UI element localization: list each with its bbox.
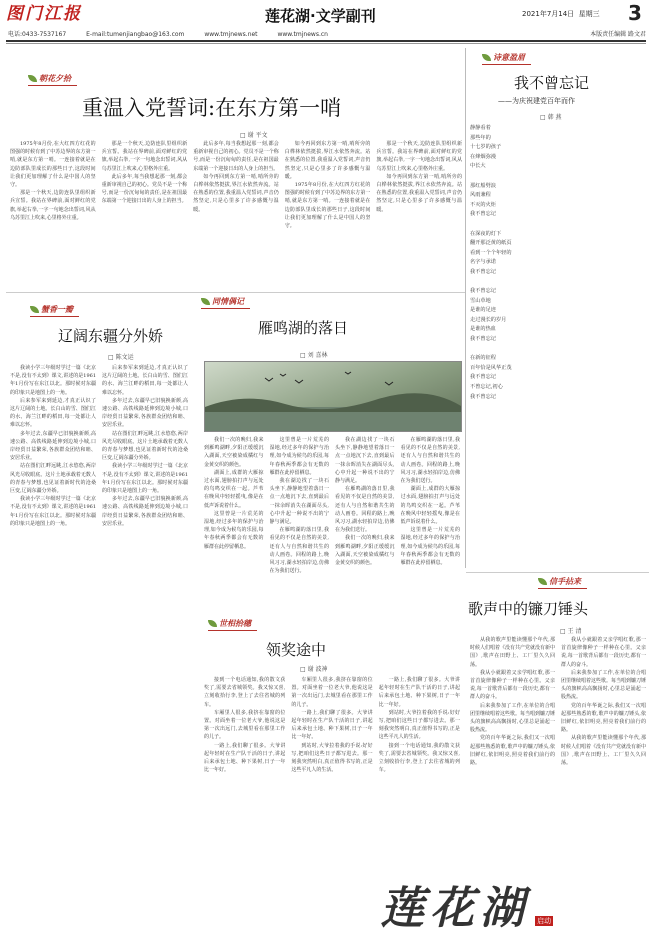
article-title-award[interactable]: 领奖途中 (266, 641, 327, 659)
poem-line: 静静看着 (470, 125, 491, 131)
poem-line: 是谁的热血 (470, 326, 496, 333)
text-column: 我在湖边找了一块石头坐下,静静地望着落日一点一点地沉下去,直到最后一抹余晖消失在湖面尽头,心中升起一种说不出的宁静与满足。 在雁鸣湖的落日里,我看见的不仅是自然的美景,还有人与自然和谐共生的动人画卷。回程的路上,晚风习习,湖水轻拍岸边,仿佛在为我们送行。 我们一次的晚归,我来到雁鸣湖畔,夕阳正缓缓沉入湖面,天空被染成橘红与金黄交织的颜色。 (335, 437, 395, 567)
text-column: 1975年8月份,在大红四方红花的图强的时候有到了中苏边界的东方第一哨,就是东方第一哨。一连接着就是在边防部队里成长的那些日子,这段时间让我们更加理解了什么是中国人的坚守。 那是一个秋天,边防连队里组织新兵宣誓。我站在界碑前,面对鲜红的党旗,举起右拳,一字一句地念出誓词,风从乌苏里江上吹来,心里格外庄重。 (10, 141, 96, 221)
text-column: 从我的歌声里能读懂那个年代,那时候人们唱着《没有共产党就没有新中国》,歌声在田野上、工厂里久久回荡。 我从小就跟着父亲学唱红歌,那一首首旋律像种子一样种在心里。父亲说,每一首歌背后都有一段历史,都有一群人的奋斗。 后来我参加了工作,在单位的合唱团里继续唱着这些歌。每当唱到镰刀锤头的旗帜高高飘扬时,心里总是涌起一股热流。 党的百年华诞之际,我们又一次唱起那些熟悉的歌,歌声中的镰刀锤头,依旧鲜红,依旧明亮,照亮着我们前行的路。 (470, 637, 555, 767)
poem-line: 在新的征程 (470, 355, 496, 362)
seal-stamp: 启动 (537, 917, 552, 925)
photo-geese-lake (204, 361, 462, 432)
section-badge-chaohua: 朝花夕拾 (28, 73, 77, 86)
masthead-title: 莲花湖·文学副刊 (265, 7, 376, 25)
poem-line: 十七岁的孩子 (470, 144, 502, 151)
poem-line: 那红船劈浪 (470, 182, 496, 189)
poem-line: 翻开那泛黄的纸页 (470, 240, 512, 247)
poem-line: 不灭的火炬 (470, 201, 496, 208)
text-column: 后来参军来到延边,才真正认识了这片辽阔的土地。长白山的雪、图们江的水、海兰江畔的稻田,每一处都让人难以忘怀。 多年过去,东疆早已旧貌换新颜,高速公路、高铁线路延伸到边境小城,口岸经贸日益繁荣,各族群众团结和睦、安居乐业。 站在图们江畔远眺,江水悠悠,两岸风光尽收眼底。这片土地承载着无数人的青春与梦想,也见证着新时代的沧桑巨变,辽阔东疆分外娇。 我读小学三年级时学过一篇《北京不是,没有不太到》课文,讲述的是1961年1月份写在东江以北。那时候对东疆的印象只是地图上的一角。 多年过去,东疆早已旧貌换新颜,高速公路、高铁线路延伸到边境小城,口岸经贸日益繁荣,各族群众团结和睦、安居乐业。 (102, 365, 188, 527)
text-column: 那是一个秋天,边防连队里组织新兵宣誓。我站在界碑前,面对鲜红的党旗,举起右拳,一字一句地念出誓词,风从乌苏里江上吹来,心里格外庄重。 此后多年,每当我想起那一刻,都会重新审视自己的初心。党员不是一个称号,而是一份沉甸甸的责任,是在祖国最东端第一个迎接日出的人身上的担当。 (101, 141, 188, 205)
page-number: 3 (628, 1, 642, 25)
text-column: 我们一次的晚归,我来到雁鸣湖畔,夕阳正缓缓沉入湖面,天空被染成橘红与金黄交织的颜色。 湖面上,成群的大雁掠过水面,翅膀拍打声与远处的鸟鸣交织在一起。芦苇在晚风中轻轻摇曳,像是在低声诉说着什么。 这里曾是一片荒芜的湿地,经过多年的保护与治理,如今成为候鸟的乐园,每年春秋两季都会有无数的雁群在此停留栖息。 (204, 437, 264, 550)
article-body-song (470, 636, 646, 868)
poem-line: 在深夜的灯下 (470, 230, 502, 237)
text-column: 一路上,我们聊了很多。大爷讲起年轻时在生产队干活的日子,讲起后来承包土地、种下果树,日子一年比一年好。 到站时,大爷拉着我的手说:好好写,把咱们这些日子都写进去。那一刻我突然明白,真正值得书写的,正是这些平凡人的生活。 接到一个电话通知,我的散文获奖了,需要去省城领奖。我又惊又喜,立刻收拾行李,登上了去往省城的列车。 (378, 677, 460, 774)
poem-line: 那些年的 (470, 134, 491, 141)
leaf-icon (201, 298, 210, 305)
section-divider (466, 572, 649, 573)
text-column: 接到一个电话通知,我的散文获奖了,需要去省城领奖。我又惊又喜,立刻收拾行李,登上了去往省城的列车。 车厢里人很多,我挤在靠窗的位置。对面坐着一位老大爷,他说这是第一次出远门,去城里看在那里工作的儿子。 一路上,我们聊了很多。大爷讲起年轻时在生产队干活的日子,讲起后来承包土地、种下果树,日子一年比一年好。 (204, 677, 286, 774)
poem-line: 我不曾忘记 (470, 393, 496, 400)
text-column: 如今再回到东方第一哨,哨所旁的白桦林依然挺拔,界江水依然奔流。站在熟悉的位置,我重温入党誓词,声音仍然坚定,只是心里多了许多感慨与温暖。 1975年8月份,在大红四方红花的图强的时候有到了中苏边界的东方第一哨,就是东方第一哨。一连接着就是在边防部队里成长的那些日子,这段时间让我们更加理解了什么是中国人的坚守。 (284, 141, 371, 230)
text-column: 这里曾是一片荒芜的湿地,经过多年的保护与治理,如今成为候鸟的乐园,每年春秋两季都会有无数的雁群在此停留栖息。 我在湖边找了一块石头坐下,静静地望着落日一点一点地沉下去,直到最后一抹余晖消失在湖面尽头,心中升起一种说不出的宁静与满足。 在雁鸣湖的落日里,我看见的不仅是自然的美景,还有人与自然和谐共生的动人画卷。回程的路上,晚风习习,湖水轻拍岸边,仿佛在为我们送行。 (269, 437, 329, 575)
poem-line: 走过漫长的岁月 (470, 316, 507, 323)
header-rule-thin (6, 43, 646, 44)
leaf-icon (30, 306, 39, 313)
leaf-icon (482, 54, 491, 61)
issue-weekday: 星期三 (578, 10, 600, 18)
article-byline-award: □ 谢 波神 (300, 666, 328, 673)
poem-line (470, 172, 645, 182)
lake-scene-illustration (205, 362, 461, 431)
leaf-icon (28, 75, 37, 82)
poem-line: 雪山草地 (470, 297, 491, 304)
phone-text: 电话:0433-7537167 (8, 31, 67, 38)
section-badge-shijian: 世相拾穗 (208, 618, 257, 631)
email-text: E-mail:tumenjiangbao@163.com (86, 31, 185, 38)
article-byline-song: □ 王 清 (560, 628, 582, 635)
poem-line (470, 220, 645, 230)
poem-line: 不曾忘记,初心 (470, 384, 503, 391)
article-title-dongjiang[interactable]: 辽阔东疆分外娇 (58, 327, 164, 345)
text-column: 此后多年,每当我想起那一刻,都会重新审视自己的初心。党员不是一个称号,而是一份沉甸甸的责任,是在祖国最东端第一个迎接日出的人身上的担当。 如今再回到东方第一哨,哨所旁的白桦林依然挺拔,界江水依然奔流。站在熟悉的位置,我重温入党誓词,声音仍然坚定,只是心里多了许多感慨与温暖。 (193, 141, 279, 213)
text-column: 车厢里人很多,我挤在靠窗的位置。对面坐着一位老大爷,他说这是第一次出远门,去城里看在那里工作的儿子。 一路上,我们聊了很多。大爷讲起年轻时在生产队干活的日子,讲起后来承包土地、种下果树,日子一年比一年好。 到站时,大爷拉着我的手说:好好写,把咱们这些日子都写进去。那一刻我突然明白,真正值得书写的,正是这些平凡人的生活。 (291, 677, 373, 774)
article-body-dongjiang (10, 364, 188, 698)
column-divider (465, 48, 466, 568)
lianhuahu-calligraphy: 莲花湖 (380, 883, 530, 934)
article-title-song[interactable]: 歌声中的镰刀锤头 (468, 600, 589, 618)
poem-line: 我不曾忘记 (470, 336, 496, 343)
leaf-icon (538, 578, 547, 585)
article-byline-oath: □ 谢 平文 (240, 132, 268, 139)
poem-subtitle: ——为庆祝建党百年而作 (498, 97, 575, 105)
poem-line: 我不曾忘记 (470, 374, 496, 381)
poem-line: 是谁的足迹 (470, 307, 496, 314)
editor-credit: 本版责任编辑 路文君 (590, 31, 646, 38)
section-badge-shiyi: 诗意盈眉 (482, 52, 531, 65)
article-byline-dongjiang: □ 陈文运 (108, 354, 134, 361)
issue-date: 2021年7月14日 星期三 (522, 10, 600, 18)
article-byline-yanming: □ 刘 喜林 (300, 352, 328, 359)
poem-line: 我不曾忘记 (470, 268, 496, 275)
poem-line (470, 345, 645, 355)
section-badge-tongqing: 同情偶记 (201, 296, 250, 309)
section-badge-xinyin: 信手拈来 (538, 576, 587, 589)
header-rule (6, 40, 646, 42)
article-title-yanming[interactable]: 雁鸣湖的落日 (258, 319, 349, 337)
text-column: 那是一个秋天,边防连队里组织新兵宣誓。我站在界碑前,面对鲜红的党旗,举起右拳,一字一句地念出誓词,风从乌苏里江上吹来,心里格外庄重。 如今再回到东方第一哨,哨所旁的白桦林依然挺拔,界江水依然奔流。站在熟悉的位置,我重温入党誓词,声音仍然坚定,只是心里多了许多感慨与温暖。 (376, 141, 462, 213)
poem-line: 我不曾忘记 (470, 211, 496, 218)
poem-line: 风雨兼程 (470, 192, 491, 199)
website-text-2[interactable]: www.tmjnews.cn (277, 31, 328, 38)
section-badge-fengyi: 蟹香一瓣 (30, 304, 79, 317)
lianhuahu-banner (380, 872, 650, 934)
poem-line: 中长大 (470, 163, 486, 170)
poem-line: 名字与承诺 (470, 259, 496, 266)
article-title-oath[interactable]: 重温入党誓词:在东方第一哨 (82, 96, 342, 120)
contact-bar (8, 29, 646, 38)
text-column: 我从小就跟着父亲学唱红歌,那一首首旋律像种子一样种在心里。父亲说,每一首歌背后都有一段历史,都有一群人的奋斗。 后来我参加了工作,在单位的合唱团里继续唱着这些歌。每当唱到镰刀锤头的旗帜高高飘扬时,心里总是涌起一股热流。 党的百年华诞之际,我们又一次唱起那些熟悉的歌,歌声中的镰刀锤头,依旧鲜红,依旧明亮,照亮着我们前行的路。 从我的歌声里能读懂那个年代,那时候人们唱着《没有共产党就没有新中国》,歌声在田野上、工厂里久久回荡。 (561, 637, 646, 767)
article-body-yanming (204, 436, 460, 606)
website-text[interactable]: www.tmjnews.net (204, 31, 258, 38)
text-column: 我读小学三年级时学过一篇《北京不是,没有不太到》课文,讲述的是1961年1月份写在东江以北。那时候对东疆的印象只是地图上的一角。 后来参军来到延边,才真正认识了这片辽阔的土地。长白山的雪、图们江的水、海兰江畔的稻田,每一处都让人难以忘怀。 多年过去,东疆早已旧貌换新颜,高速公路、高铁线路延伸到边境小城,口岸经贸日益繁荣,各族群众团结和睦、安居乐业。 站在图们江畔远眺,江水悠悠,两岸风光尽收眼底。这片土地承载着无数人的青春与梦想,也见证着新时代的沧桑巨变,辽阔东疆分外娇。 我读小学三年级时学过一篇《北京不是,没有不太到》课文,讲述的是1961年1月份写在东江以北。那时候对东疆的印象只是地图上的一角。 (10, 365, 96, 527)
text-column: 在雁鸣湖的落日里,我看见的不仅是自然的美景,还有人与自然和谐共生的动人画卷。回程的路上,晚风习习,湖水轻拍岸边,仿佛在为我们送行。 湖面上,成群的大雁掠过水面,翅膀拍打声与远处的鸟鸣交织在一起。芦苇在晚风中轻轻摇曳,像是在低声诉说着什么。 这里曾是一片荒芜的湿地,经过多年的保护与治理,如今成为候鸟的乐园,每年春秋两季都会有无数的雁群在此停留栖息。 (400, 437, 460, 567)
article-body-oath (10, 140, 462, 288)
section-divider (6, 292, 465, 293)
poem-line: 看到一个个年轻的 (470, 249, 512, 256)
leaf-icon (208, 620, 217, 627)
newspaper-logo: 图门江报 (6, 4, 82, 24)
poem-title[interactable]: 我不曾忘记 (514, 74, 590, 92)
poem-body (470, 124, 645, 564)
poem-line: 在烽烟弥漫 (470, 153, 496, 160)
poem-line: 我不曾忘记 (470, 288, 496, 295)
poem-line: 百年恰是风华正茂 (470, 364, 512, 371)
poem-line (470, 278, 645, 288)
poem-byline: □ 韩 燕 (540, 114, 562, 121)
